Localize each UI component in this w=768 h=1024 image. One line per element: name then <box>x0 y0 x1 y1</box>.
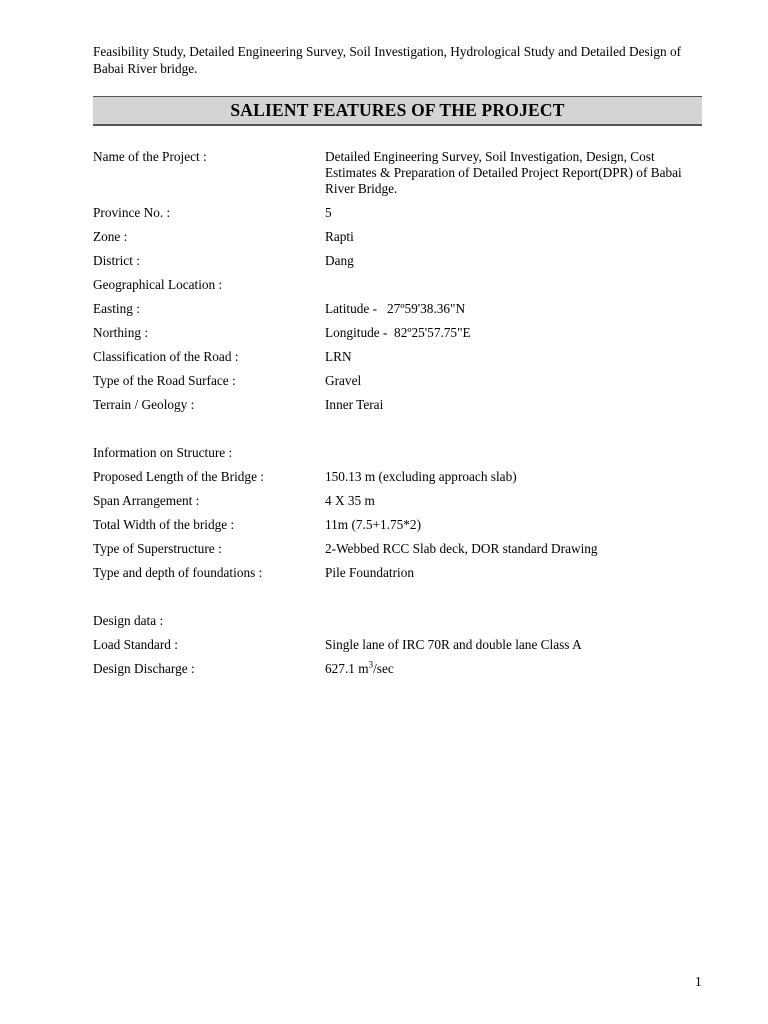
feature-value: Latitude - 27º59'38.36"N <box>325 301 466 316</box>
feature-row-geographical-location <box>93 277 693 293</box>
feature-value: 150.13 m (excluding approach slab) <box>325 469 517 484</box>
feature-label: Information on Structure : <box>93 445 233 460</box>
feature-value: Rapti <box>325 229 354 244</box>
feature-row-easting <box>93 301 693 317</box>
section-title-bar <box>93 96 702 126</box>
feature-value: 5 <box>325 205 332 220</box>
feature-label: Easting : <box>93 301 140 316</box>
feature-row-foundations <box>93 565 693 581</box>
feature-row-project-name <box>93 149 693 197</box>
feature-value: 2-Webbed RCC Slab deck, DOR standard Drawing <box>325 541 598 556</box>
feature-label: Load Standard : <box>93 637 178 652</box>
feature-value: Longitude - 82º25'57.75"E <box>325 325 471 340</box>
feature-value: 4 X 35 m <box>325 493 375 508</box>
feature-label: Total Width of the bridge : <box>93 517 235 532</box>
feature-row-terrain <box>93 397 693 413</box>
feature-row-bridge-width <box>93 517 693 533</box>
feature-row-load-standard <box>93 637 693 653</box>
feature-row-district <box>93 253 693 269</box>
discharge-unit-tail: /sec <box>373 661 394 676</box>
feature-value <box>325 661 693 677</box>
feature-label: Proposed Length of the Bridge : <box>93 469 264 484</box>
feature-value: Pile Foundatrion <box>325 565 415 580</box>
section-spacer <box>93 589 693 613</box>
feature-value: 11m (7.5+1.75*2) <box>325 517 422 532</box>
feature-row-structure-info <box>93 445 693 461</box>
section-title: SALIENT FEATURES OF THE PROJECT <box>230 100 565 120</box>
salient-features-list <box>93 149 693 685</box>
feature-label: Zone : <box>93 229 128 244</box>
feature-label: District : <box>93 253 140 268</box>
feature-value: Single lane of IRC 70R and double lane Class A <box>325 637 582 652</box>
feature-row-northing <box>93 325 693 341</box>
feature-label: Design Discharge : <box>93 661 195 676</box>
feature-value: LRN <box>325 349 352 364</box>
feature-value: Dang <box>325 253 354 268</box>
feature-label: Span Arrangement : <box>93 493 200 508</box>
feature-value <box>325 613 693 629</box>
feature-label: Type of the Road Surface : <box>93 373 236 388</box>
discharge-unit-exponent: 3 <box>368 659 374 670</box>
feature-label: Terrain / Geology : <box>93 397 195 412</box>
feature-value <box>325 277 693 293</box>
feature-row-bridge-length <box>93 469 693 485</box>
feature-label: Type and depth of foundations : <box>93 565 263 580</box>
feature-row-design-data <box>93 613 693 629</box>
feature-label: Province No. : <box>93 205 171 220</box>
feature-value <box>325 445 693 461</box>
feature-row-province <box>93 205 693 221</box>
feature-value: Gravel <box>325 373 362 388</box>
section-spacer <box>93 421 693 445</box>
feature-row-zone <box>93 229 693 245</box>
feature-value: Inner Terai <box>325 397 384 412</box>
feature-value: Detailed Engineering Survey, Soil Investigation, Design, Cost Estimates & Preparation of Detailed Project Report(DPR) of Babai River Bridge. <box>325 149 686 196</box>
page-number: 1 <box>695 974 702 989</box>
feature-label: Design data : <box>93 613 164 628</box>
feature-label: Northing : <box>93 325 149 340</box>
feature-label: Geographical Location : <box>93 277 223 292</box>
discharge-value: 627.1 m <box>325 661 369 676</box>
document-header: Feasibility Study, Detailed Engineering Survey, Soil Investigation, Hydrological Study and Detailed Design of Babai River bridge. <box>93 44 682 76</box>
feature-row-road-surface <box>93 373 693 389</box>
feature-row-road-classification <box>93 349 693 365</box>
feature-label: Classification of the Road : <box>93 349 239 364</box>
feature-row-superstructure <box>93 541 693 557</box>
feature-label: Type of Superstructure : <box>93 541 222 556</box>
feature-label: Name of the Project : <box>93 149 207 164</box>
feature-row-design-discharge <box>93 661 693 677</box>
feature-row-span-arrangement <box>93 493 693 509</box>
